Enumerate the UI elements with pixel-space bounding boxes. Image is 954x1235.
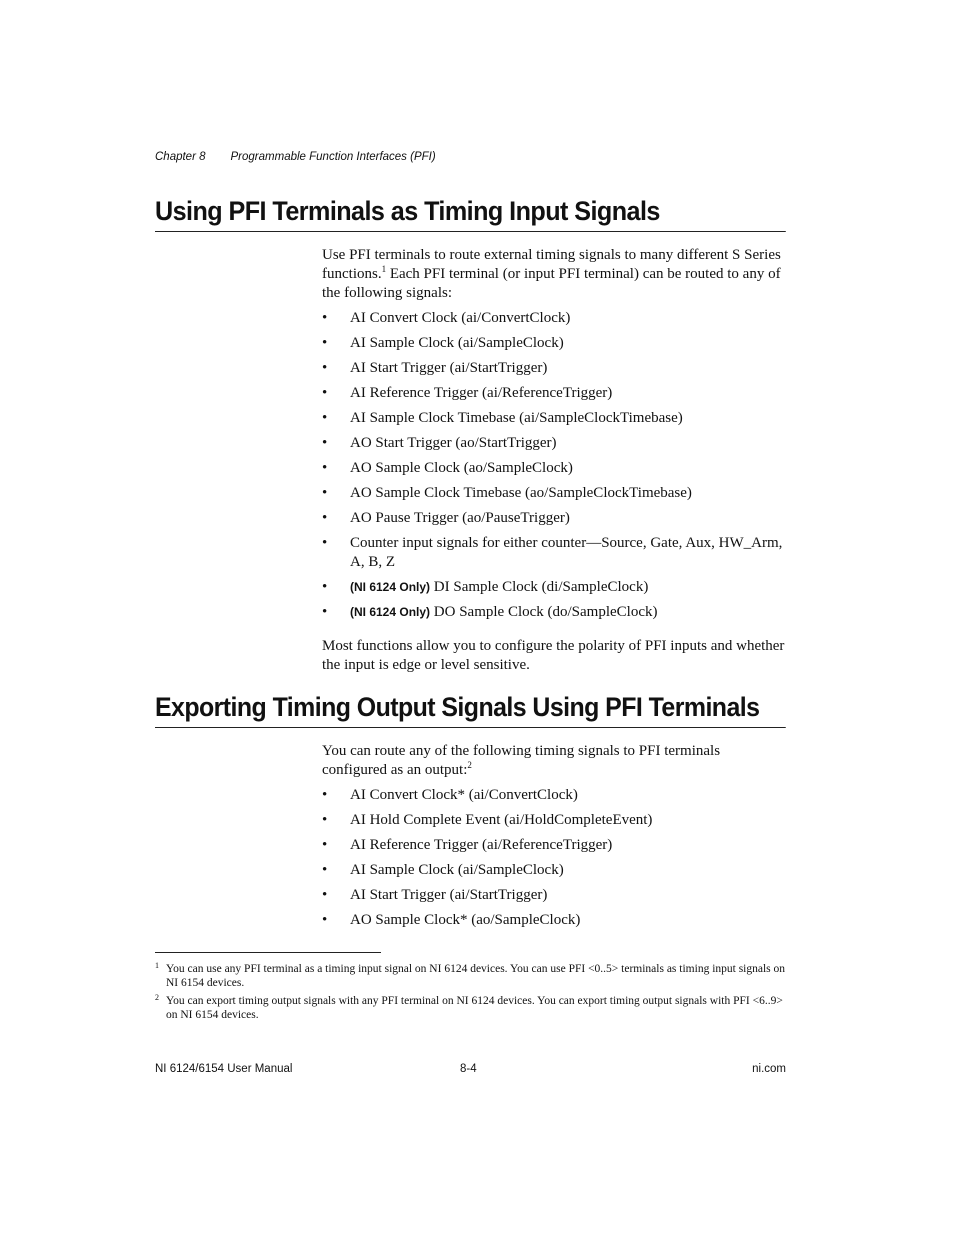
footnote-2: 2 You can export timing output signals with any PFI terminal on NI 6124 devices. You can export timing output signals with PFI <6..9> on NI 6154 devices. bbox=[155, 993, 783, 1021]
list-item bbox=[322, 484, 788, 503]
list-item bbox=[322, 786, 788, 805]
footnotes bbox=[155, 962, 788, 1026]
list-item bbox=[322, 578, 788, 597]
timing-input-signal-list bbox=[322, 309, 788, 622]
list-item-text: AO Start Trigger (ao/StartTrigger) bbox=[350, 435, 557, 451]
list-item-text: AI Convert Clock (ai/ConvertClock) bbox=[350, 310, 571, 326]
list-item bbox=[322, 309, 788, 328]
footnote-ref-1: 1 bbox=[381, 264, 387, 274]
list-item-text: AI Reference Trigger (ai/ReferenceTrigger) bbox=[350, 385, 613, 401]
section-heading-timing-input: Using PFI Terminals as Timing Input Signals bbox=[155, 196, 786, 232]
device-tag: (NI 6124 Only) bbox=[350, 605, 431, 619]
list-item bbox=[322, 434, 788, 453]
list-item bbox=[322, 459, 788, 478]
footnote-1: 1 You can use any PFI terminal as a timing input signal on NI 6124 devices. You can use PFI <0..5> terminals as timing input signals on NI 6154 devices. bbox=[155, 961, 786, 989]
list-item bbox=[322, 811, 788, 830]
section-heading-exporting-output: Exporting Timing Output Signals Using PFI Terminals bbox=[155, 692, 786, 728]
list-item-text: AO Pause Trigger (ao/PauseTrigger) bbox=[350, 510, 570, 526]
chapter-title: Programmable Function Interfaces (PFI) bbox=[230, 151, 436, 163]
list-item bbox=[322, 836, 788, 855]
footnote-divider bbox=[155, 952, 381, 953]
list-item-text: AO Sample Clock Timebase (ao/SampleClockTimebase) bbox=[350, 485, 692, 501]
list-item-text: AI Sample Clock (ai/SampleClock) bbox=[350, 335, 564, 351]
list-item-text: AI Start Trigger (ai/StartTrigger) bbox=[350, 360, 548, 376]
list-item-text: AO Sample Clock (ao/SampleClock) bbox=[350, 460, 573, 476]
list-item bbox=[322, 384, 788, 403]
intro-paragraph: You can route any of the following timing signals to PFI terminals configured as an output:$^2$ bbox=[322, 743, 721, 778]
website: ni.com bbox=[752, 1063, 786, 1075]
list-item bbox=[322, 886, 788, 905]
device-tag: (NI 6124 Only) bbox=[350, 580, 431, 594]
section-timing-input-body bbox=[322, 246, 788, 675]
list-item bbox=[322, 534, 788, 572]
timing-output-signal-list bbox=[322, 786, 788, 930]
list-item bbox=[322, 509, 788, 528]
list-item-text: AI Sample Clock Timebase (ai/SampleClockTimebase) bbox=[350, 410, 683, 426]
list-item bbox=[322, 861, 788, 880]
list-item-text: Counter input signals for either counter—Source, Gate, Aux, HW_Arm, A, B, Z bbox=[350, 535, 783, 570]
list-item-text: DI Sample Clock (di/SampleClock) bbox=[433, 579, 649, 595]
list-item bbox=[322, 334, 788, 353]
closing-paragraph: Most functions allow you to configure the polarity of PFI inputs and whether the input is edge or level sensitive. bbox=[322, 638, 785, 673]
list-item-text: AI Reference Trigger (ai/ReferenceTrigger) bbox=[350, 837, 613, 853]
list-item bbox=[322, 603, 788, 622]
chapter-number: Chapter 8 bbox=[155, 151, 206, 163]
list-item bbox=[322, 359, 788, 378]
list-item-text: AI Start Trigger (ai/StartTrigger) bbox=[350, 887, 548, 903]
list-item-text: AI Hold Complete Event (ai/HoldCompleteEvent) bbox=[350, 812, 653, 828]
running-header bbox=[155, 151, 436, 163]
list-item-text: DO Sample Clock (do/SampleClock) bbox=[433, 604, 658, 620]
list-item-text: AO Sample Clock* (ao/SampleClock) bbox=[350, 912, 581, 928]
page-number: 8-4 bbox=[460, 1063, 477, 1075]
section-exporting-output-body bbox=[322, 742, 788, 936]
list-item-text: AI Sample Clock (ai/SampleClock) bbox=[350, 862, 564, 878]
list-item bbox=[322, 911, 788, 930]
list-item bbox=[322, 409, 788, 428]
footnote-ref-2: 2 bbox=[467, 760, 472, 770]
list-item-text: AI Convert Clock* (ai/ConvertClock) bbox=[350, 787, 578, 803]
intro-paragraph: Use PFI terminals to route external timing signals to many different S Series functions.$^1$ Each PFI terminal (or input PFI terminal) can be routed to any of the following signals: bbox=[322, 247, 781, 301]
manual-title: NI 6124/6154 User Manual bbox=[155, 1063, 293, 1075]
